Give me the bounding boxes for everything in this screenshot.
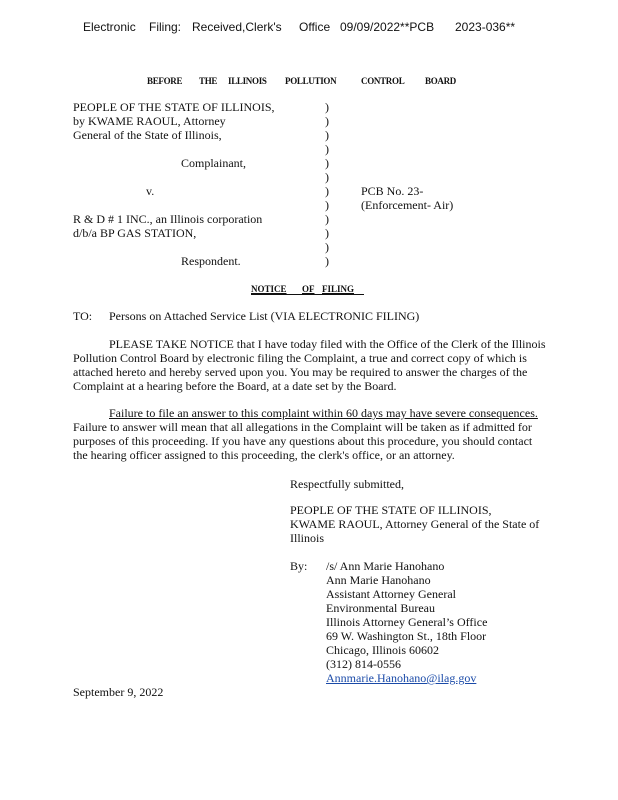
header-date-pcb: 09/09/2022**PCB [340, 20, 435, 34]
header-received: Received,Clerk's [192, 20, 282, 34]
caption-paren: ) [325, 128, 329, 142]
caption-respondent-label: Respondent. [181, 254, 241, 268]
caption-paren: ) [325, 254, 329, 268]
signature-city: Chicago, Illinois 60602 [326, 643, 439, 657]
caption-complainant: Complainant, [181, 156, 246, 170]
closing-people-line3: Illinois [290, 531, 325, 545]
signature-by-label: By: [290, 559, 308, 573]
warning-paragraph-line: Failure to file an answer to this complaint within 60 days may have severe consequences. [109, 406, 538, 420]
signature-office: Illinois Attorney General’s Office [326, 615, 488, 629]
to-recipients: Persons on Attached Service List (VIA ELECTRONIC FILING) [109, 309, 420, 323]
caption-paren: ) [325, 142, 329, 156]
caption-respondent-line2: d/b/a BP GAS STATION, [73, 226, 197, 240]
board-heading-before: BEFORE [147, 76, 183, 86]
caption-paren: ) [325, 212, 329, 226]
caption-people-line1: PEOPLE OF THE STATE OF ILLINOIS, [73, 100, 275, 114]
caption-people-line3: General of the State of Illinois, [73, 128, 222, 142]
notice-paragraph-line: Pollution Control Board by electronic filing the Complaint, a true and correct copy of which is [73, 351, 527, 365]
caption-paren: ) [325, 100, 329, 114]
notice-paragraph-line: PLEASE TAKE NOTICE that I have today filed with the Office of the Clerk of the Illinois [109, 337, 546, 351]
warning-paragraph-line: the hearing officer assigned to this proceeding, the clerk's office, or an attorney. [73, 448, 455, 462]
warning-paragraph-line: Failure to answer will mean that all allegations in the Complaint will be taken as if admitted for [73, 420, 532, 434]
warning-paragraph-line: purposes of this proceeding. If you have any questions about this procedure, you should contact [73, 434, 533, 448]
signature-bureau: Environmental Bureau [326, 601, 435, 615]
caption-versus: v. [146, 184, 155, 198]
warning-paragraph [73, 406, 593, 462]
board-heading-the: THE [199, 76, 218, 86]
board-heading-pollution: POLLUTION [285, 76, 337, 86]
caption-paren: ) [325, 226, 329, 240]
caption-paren: ) [325, 156, 329, 170]
notice-title-notice: NOTICE [251, 284, 287, 294]
caption-paren: ) [325, 198, 329, 212]
header-office: Office [299, 20, 331, 34]
header-electronic: Electronic [83, 20, 136, 34]
caption-respondent-line1: R & D # 1 INC., an Illinois corporation [73, 212, 263, 226]
signature-electronic: /s/ Ann Marie Hanohano [326, 559, 445, 573]
notice-title-filing: FILING [322, 284, 355, 294]
notice-paragraph [73, 337, 593, 393]
header-case-number: 2023-036** [455, 20, 516, 34]
respectfully-submitted: Respectfully submitted, [290, 477, 404, 491]
caption-paren: ) [325, 114, 329, 128]
signature-name: Ann Marie Hanohano [326, 573, 431, 587]
board-heading-illinois: ILLINOIS [228, 76, 267, 86]
case-type: (Enforcement- Air) [361, 198, 454, 212]
caption-paren: ) [325, 170, 329, 184]
notice-paragraph-line: attached hereto and hereby served upon you. You may be required to answer the charges of the [73, 365, 528, 379]
signature-email-link[interactable]: Annmarie.Hanohano@ilag.gov [326, 671, 477, 685]
notice-paragraph-line: Complaint at a hearing before the Board, at a date set by the Board. [73, 379, 397, 393]
caption-paren: ) [325, 184, 329, 198]
to-label: TO: [73, 309, 93, 323]
caption-people-line2: by KWAME RAOUL, Attorney [73, 114, 226, 128]
notice-title-underline [251, 294, 364, 295]
closing-people-line1: PEOPLE OF THE STATE OF ILLINOIS, [290, 503, 492, 517]
header-filing: Filing: [149, 20, 182, 34]
filing-date: September 9, 2022 [73, 685, 164, 699]
signature-street: 69 W. Washington St., 18th Floor [326, 629, 487, 643]
signature-title: Assistant Attorney General [326, 587, 456, 601]
board-heading-control: CONTROL [361, 76, 405, 86]
caption-paren: ) [325, 240, 329, 254]
notice-title-of: OF [302, 284, 315, 294]
closing-people-line2: KWAME RAOUL, Attorney General of the State of [290, 517, 540, 531]
board-heading-board: BOARD [425, 76, 457, 86]
case-number: PCB No. 23- [361, 184, 424, 198]
signature-phone: (312) 814-0556 [326, 657, 401, 671]
